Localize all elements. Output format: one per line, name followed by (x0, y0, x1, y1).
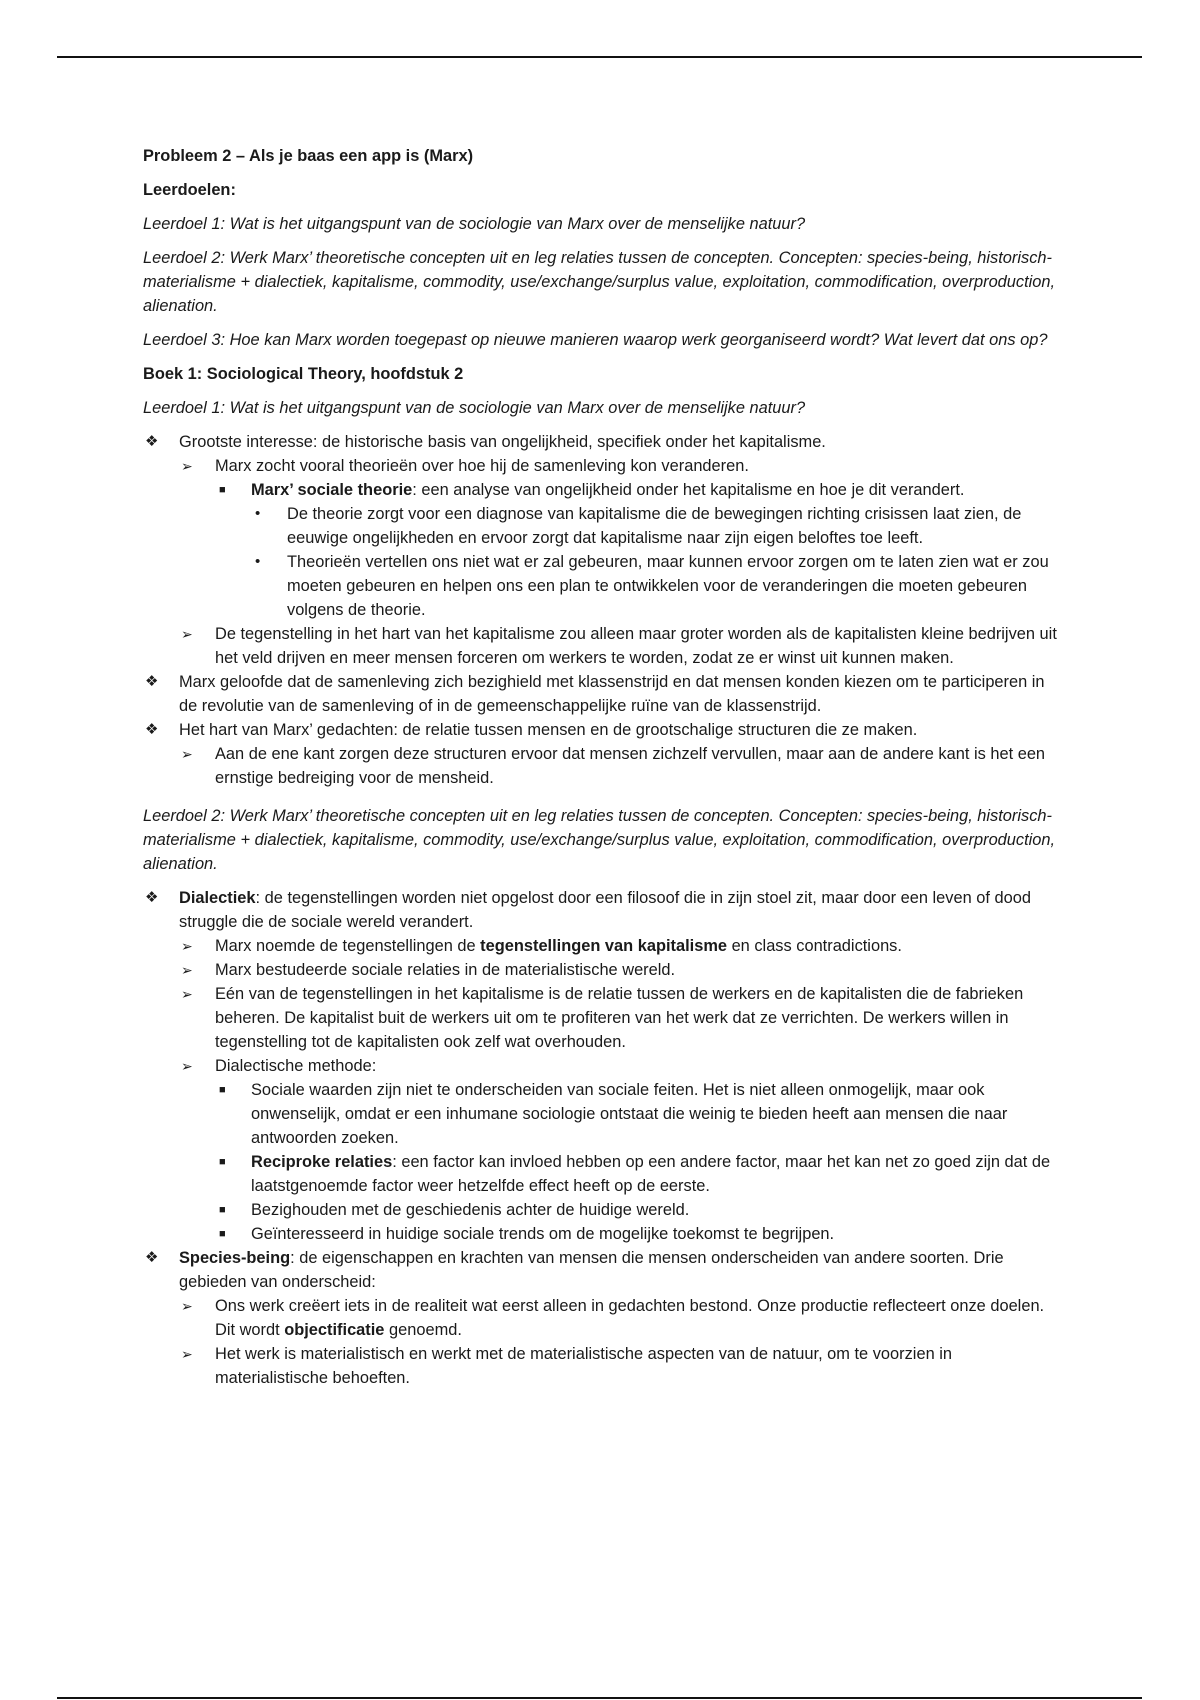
header-rule (57, 56, 1142, 58)
learning-goal-3: Leerdoel 3: Hoe kan Marx worden toegepast op nieuwe manieren waarop werk georganiseerd wordt? Wat levert dat ons op? (143, 331, 1048, 349)
dot-bullet-icon: • (255, 553, 261, 570)
list-item (179, 1294, 1063, 1342)
list-item (179, 958, 1063, 982)
term-bold: Species-being (179, 1249, 291, 1267)
list-item (143, 886, 1063, 1246)
list-item (251, 502, 1063, 550)
book-heading: Boek 1: Sociological Theory, hoofdstuk 2 (143, 365, 464, 383)
document-title: Probleem 2 – Als je baas een app is (Marx) (143, 147, 474, 165)
list-item-text: : een factor kan invloed hebben op een andere factor, maar het kan net zo goed zijn dat de laatstgenoemde factor weer hetzelfde effect heeft op de eerste. (251, 1153, 1051, 1195)
arrow-bullet-icon: ➢ (181, 986, 193, 1002)
footer-rule (57, 1697, 1142, 1699)
arrow-bullet-icon: ➢ (181, 1346, 193, 1362)
list-item-text: : de tegenstellingen worden niet opgelost door een filosoof die in zijn stoel zit, maar door een leven of dood struggle die de sociale wereld verandert. (179, 889, 1031, 931)
diamond-bullet-icon: ❖ (145, 1249, 159, 1266)
arrow-bullet-icon: ➢ (181, 626, 193, 642)
list-item-text: De theorie zorgt voor een diagnose van kapitalisme die de bewegingen richting crisissen laat zien, de eeuwige ongelijkheden en ervoor zorgt dat kapitalisme naar zijn eigen beloftes toe leeft. (287, 505, 1022, 547)
diamond-bullet-icon: ❖ (145, 673, 159, 690)
list-item-text: genoemd. (384, 1321, 462, 1339)
list-item-text: Geïnteresseerd in huidige sociale trends om de mogelijke toekomst te begrijpen. (251, 1225, 835, 1243)
square-bullet-icon: ■ (219, 1156, 226, 1168)
section-1-list (143, 430, 1063, 790)
list-item-text: Marx noemde de tegenstellingen de (215, 937, 481, 955)
term-bold: Marx’ sociale theorie (251, 481, 413, 499)
list-item-text: De tegenstelling in het hart van het kapitalisme zou alleen maar groter worden als de kapitalisten kleine bedrijven uit het veld drijven en meer mensen forceren om werkers te worden, zodat ze er winst uit kunnen maken. (215, 625, 1057, 667)
list-item-text: Het hart van Marx’ gedachten: de relatie tussen mensen en de grootschalige structuren die ze maken. (179, 721, 918, 739)
leerdoelen-heading: Leerdoelen: (143, 181, 236, 199)
list-item-text: Sociale waarden zijn niet te onderscheiden van sociale feiten. Het is niet alleen onmogelijk, maar ook onwenselijk, omdat er een inhumane sociologie ontstaat die weinig te bieden heeft aan mensen die naar antwoorden zoeken. (251, 1081, 1008, 1147)
list-item-text: Eén van de tegenstellingen in het kapitalisme is de relatie tussen de werkers en de kapitalisten die de fabrieken beheren. De kapitalist buit de werkers uit om te profiteren van het werk dat ze verrichten. De werkers willen in tegenstelling tot de kapitalisten ook zelf wat overhouden. (215, 985, 1024, 1051)
document-body (143, 144, 1063, 1390)
diamond-bullet-icon: ❖ (145, 721, 159, 738)
list-item-text: Theorieën vertellen ons niet wat er zal gebeuren, maar kunnen ervoor zorgen om te laten zien wat er zou moeten gebeuren en helpen ons een plan te ontwikkelen voor de veranderingen die moeten gebeuren volgens de theorie. (287, 553, 1049, 619)
list-item (179, 934, 1063, 958)
list-item (215, 1078, 1063, 1150)
list-item (143, 1246, 1063, 1390)
arrow-bullet-icon: ➢ (181, 1298, 193, 1314)
list-item (179, 1342, 1063, 1390)
list-item (143, 430, 1063, 670)
list-item (179, 982, 1063, 1054)
list-item-text: Grootste interesse: de historische basis van ongelijkheid, specifiek onder het kapitalisme. (179, 433, 826, 451)
list-item (179, 1054, 1063, 1246)
diamond-bullet-icon: ❖ (145, 433, 159, 450)
arrow-bullet-icon: ➢ (181, 458, 193, 474)
diamond-bullet-icon: ❖ (145, 889, 159, 906)
term-bold: Reciproke relaties (251, 1153, 393, 1171)
arrow-bullet-icon: ➢ (181, 962, 193, 978)
section-2-heading: Leerdoel 2: Werk Marx’ theoretische concepten uit en leg relaties tussen de concepten. Concepten: species-being, historisch-materialisme + dialectiek, kapitalisme, commodity, use/exchange/surplus value, exploitation, commodification, overproduction, alienation. (143, 807, 1056, 873)
list-item-text: Marx geloofde dat de samenleving zich bezighield met klassenstrijd en dat mensen konden kiezen om te participeren in de revolutie van de samenleving of in de gemeenschappelijke ruïne van de klassenstrijd. (179, 673, 1045, 715)
list-item-text: Aan de ene kant zorgen deze structuren ervoor dat mensen zichzelf vervullen, maar aan de andere kant is het een ernstige bedreiging voor de mensheid. (215, 745, 1046, 787)
list-item (215, 1150, 1063, 1198)
arrow-bullet-icon: ➢ (181, 746, 193, 762)
list-item-text: en class contradictions. (727, 937, 902, 955)
square-bullet-icon: ■ (219, 1228, 226, 1240)
list-item-text: Marx zocht vooral theorieën over hoe hij de samenleving kon veranderen. (215, 457, 749, 475)
list-item (143, 670, 1063, 718)
list-item-text: Bezighouden met de geschiedenis achter de huidige wereld. (251, 1201, 690, 1219)
list-item (179, 622, 1063, 670)
list-item (143, 718, 1063, 790)
list-item-text: Het werk is materialistisch en werkt met de materialistische aspecten van de natuur, om te voorzien in materialistische behoeften. (215, 1345, 952, 1387)
list-item-text: Marx bestudeerde sociale relaties in de materialistische wereld. (215, 961, 676, 979)
list-item-text: Ons werk creëert iets in de realiteit wat eerst alleen in gedachten bestond. Onze productie reflecteert onze doelen. Dit wordt (215, 1297, 1045, 1339)
list-item-text: : de eigenschappen en krachten van mensen die mensen onderscheiden van andere soorten. Drie gebieden van onderscheid: (179, 1249, 1004, 1291)
term-bold: Dialectiek (179, 889, 256, 907)
list-item (215, 478, 1063, 622)
list-item-text: : een analyse van ongelijkheid onder het kapitalisme en hoe je dit verandert. (412, 481, 965, 499)
term-bold: objectificatie (284, 1321, 385, 1339)
square-bullet-icon: ■ (219, 484, 226, 496)
section-2-list (143, 886, 1063, 1390)
list-item (179, 454, 1063, 622)
list-item-text: Dialectische methode: (215, 1057, 377, 1075)
square-bullet-icon: ■ (219, 1084, 226, 1096)
term-bold: tegenstellingen van kapitalisme (480, 937, 728, 955)
arrow-bullet-icon: ➢ (181, 1058, 193, 1074)
section-1-heading: Leerdoel 1: Wat is het uitgangspunt van de sociologie van Marx over de menselijke natuur? (143, 399, 806, 417)
dot-bullet-icon: • (255, 505, 261, 522)
arrow-bullet-icon: ➢ (181, 938, 193, 954)
learning-goal-2: Leerdoel 2: Werk Marx’ theoretische concepten uit en leg relaties tussen de concepten. Concepten: species-being, historisch-materialisme + dialectiek, kapitalisme, commodity, use/exchange/surplus value, exploitation, commodification, overproduction, alienation. (143, 249, 1056, 315)
list-item (215, 1222, 1063, 1246)
list-item (215, 1198, 1063, 1222)
square-bullet-icon: ■ (219, 1204, 226, 1216)
list-item (251, 550, 1063, 622)
learning-goal-1: Leerdoel 1: Wat is het uitgangspunt van de sociologie van Marx over de menselijke natuur? (143, 215, 806, 233)
list-item (179, 742, 1063, 790)
